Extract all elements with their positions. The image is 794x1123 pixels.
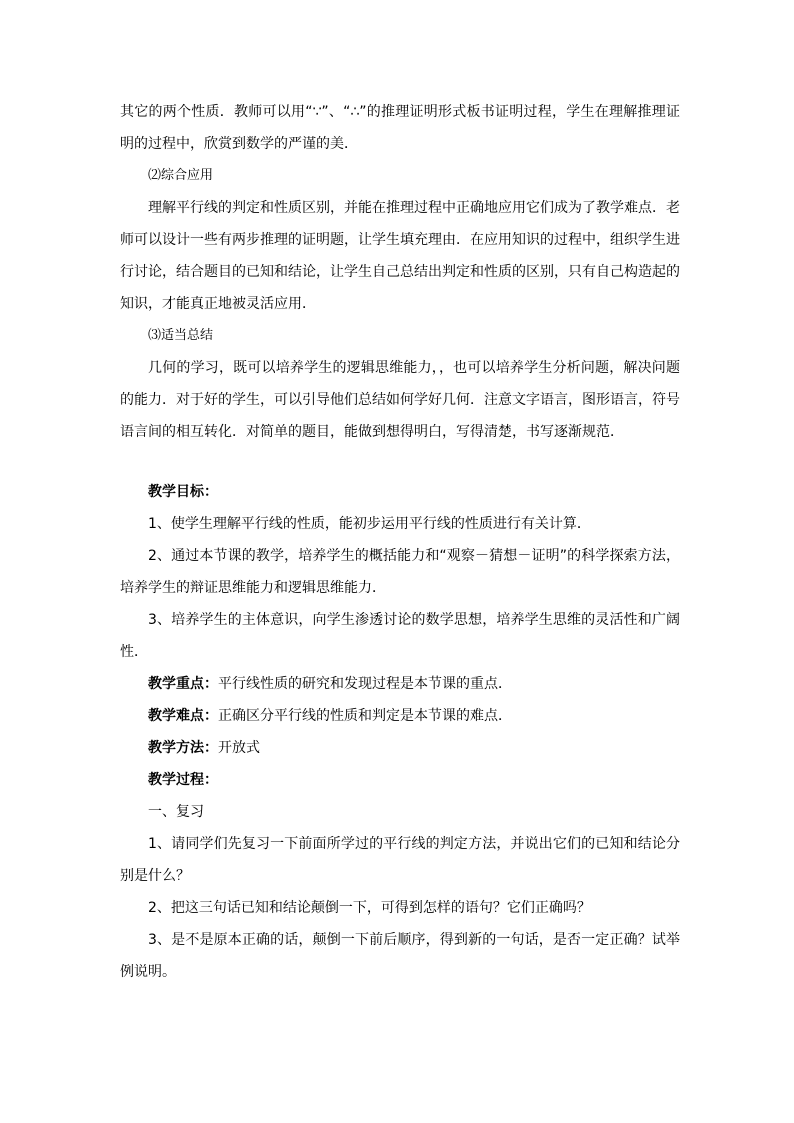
teaching-key-text: 平行线性质的研究和发现过程是本节课的重点． xyxy=(218,676,512,692)
teaching-method-label: 教学方法： xyxy=(148,740,218,756)
review-item-1: 1、请同学们先复习一下前面所学过的平行线的判定方法，并说出它们的已知和结论分别是什么？ xyxy=(120,836,680,884)
review-item-3: 3、是不是原本正确的话，颠倒一下前后顺序，得到新的一句话，是否一定正确？试举例说明。 xyxy=(120,932,680,980)
section-spacer xyxy=(120,448,680,476)
teaching-goal-3: 3、培养学生的主体意识，向学生渗透讨论的数学思想，培养学生思维的灵活性和广阔性． xyxy=(120,612,680,660)
teaching-difficulty xyxy=(120,700,680,732)
review-heading: 一、复习 xyxy=(148,804,204,820)
teaching-key-point xyxy=(120,668,680,700)
review-item-2: 2、把这三句话已知和结论颠倒一下，可得到怎样的语句？它们正确吗？ xyxy=(148,900,591,916)
document-body xyxy=(120,96,680,988)
teaching-goals-heading xyxy=(120,476,680,508)
teaching-key-label: 教学重点： xyxy=(148,676,218,692)
subheading-comprehensive-application: ⑵综合应用 xyxy=(148,168,214,183)
subheading-summary: ⑶适当总结 xyxy=(148,328,214,343)
teaching-process-label: 教学过程： xyxy=(148,772,218,788)
teaching-difficulty-label: 教学难点： xyxy=(148,708,218,724)
teaching-process-heading xyxy=(120,764,680,796)
teaching-goal-2: 2、通过本节课的教学，培养学生的概括能力和“观察－猜想－证明”的科学探索方法，培养学生的辩证思维能力和逻辑思维能力． xyxy=(120,548,680,596)
paragraph-properties-proof: 其它的两个性质．教师可以用“∵”、“∴”的推理证明形式板书证明过程，学生在理解推理证明的过程中，欣赏到数学的严谨的美． xyxy=(120,104,680,152)
teaching-method-text: 开放式 xyxy=(218,740,260,756)
teaching-method xyxy=(120,732,680,764)
teaching-goal-1: 1、使学生理解平行线的性质，能初步运用平行线的性质进行有关计算． xyxy=(148,516,591,532)
teaching-difficulty-text: 正确区分平行线的性质和判定是本节课的难点． xyxy=(218,708,512,724)
paragraph-summary: 几何的学习，既可以培养学生的逻辑思维能力，，也可以培养学生分析问题，解决问题的能力．对于好的学生，可以引导他们总结如何学好几何．注意文字语言，图形语言，符号语言间的相互转化．对简单的题目，能做到想得明白，写得清楚，书写逐渐规范． xyxy=(120,360,680,440)
paragraph-comprehensive-application: 理解平行线的判定和性质区别，并能在推理过程中正确地应用它们成为了教学难点．老师可以设计一些有两步推理的证明题，让学生填充理由．在应用知识的过程中，组织学生进行讨论，结合题目的已知和结论，让学生自己总结出判定和性质的区别，只有自己构造起的知识，才能真正地被灵活应用． xyxy=(120,200,680,312)
teaching-goals-label: 教学目标： xyxy=(148,484,218,500)
